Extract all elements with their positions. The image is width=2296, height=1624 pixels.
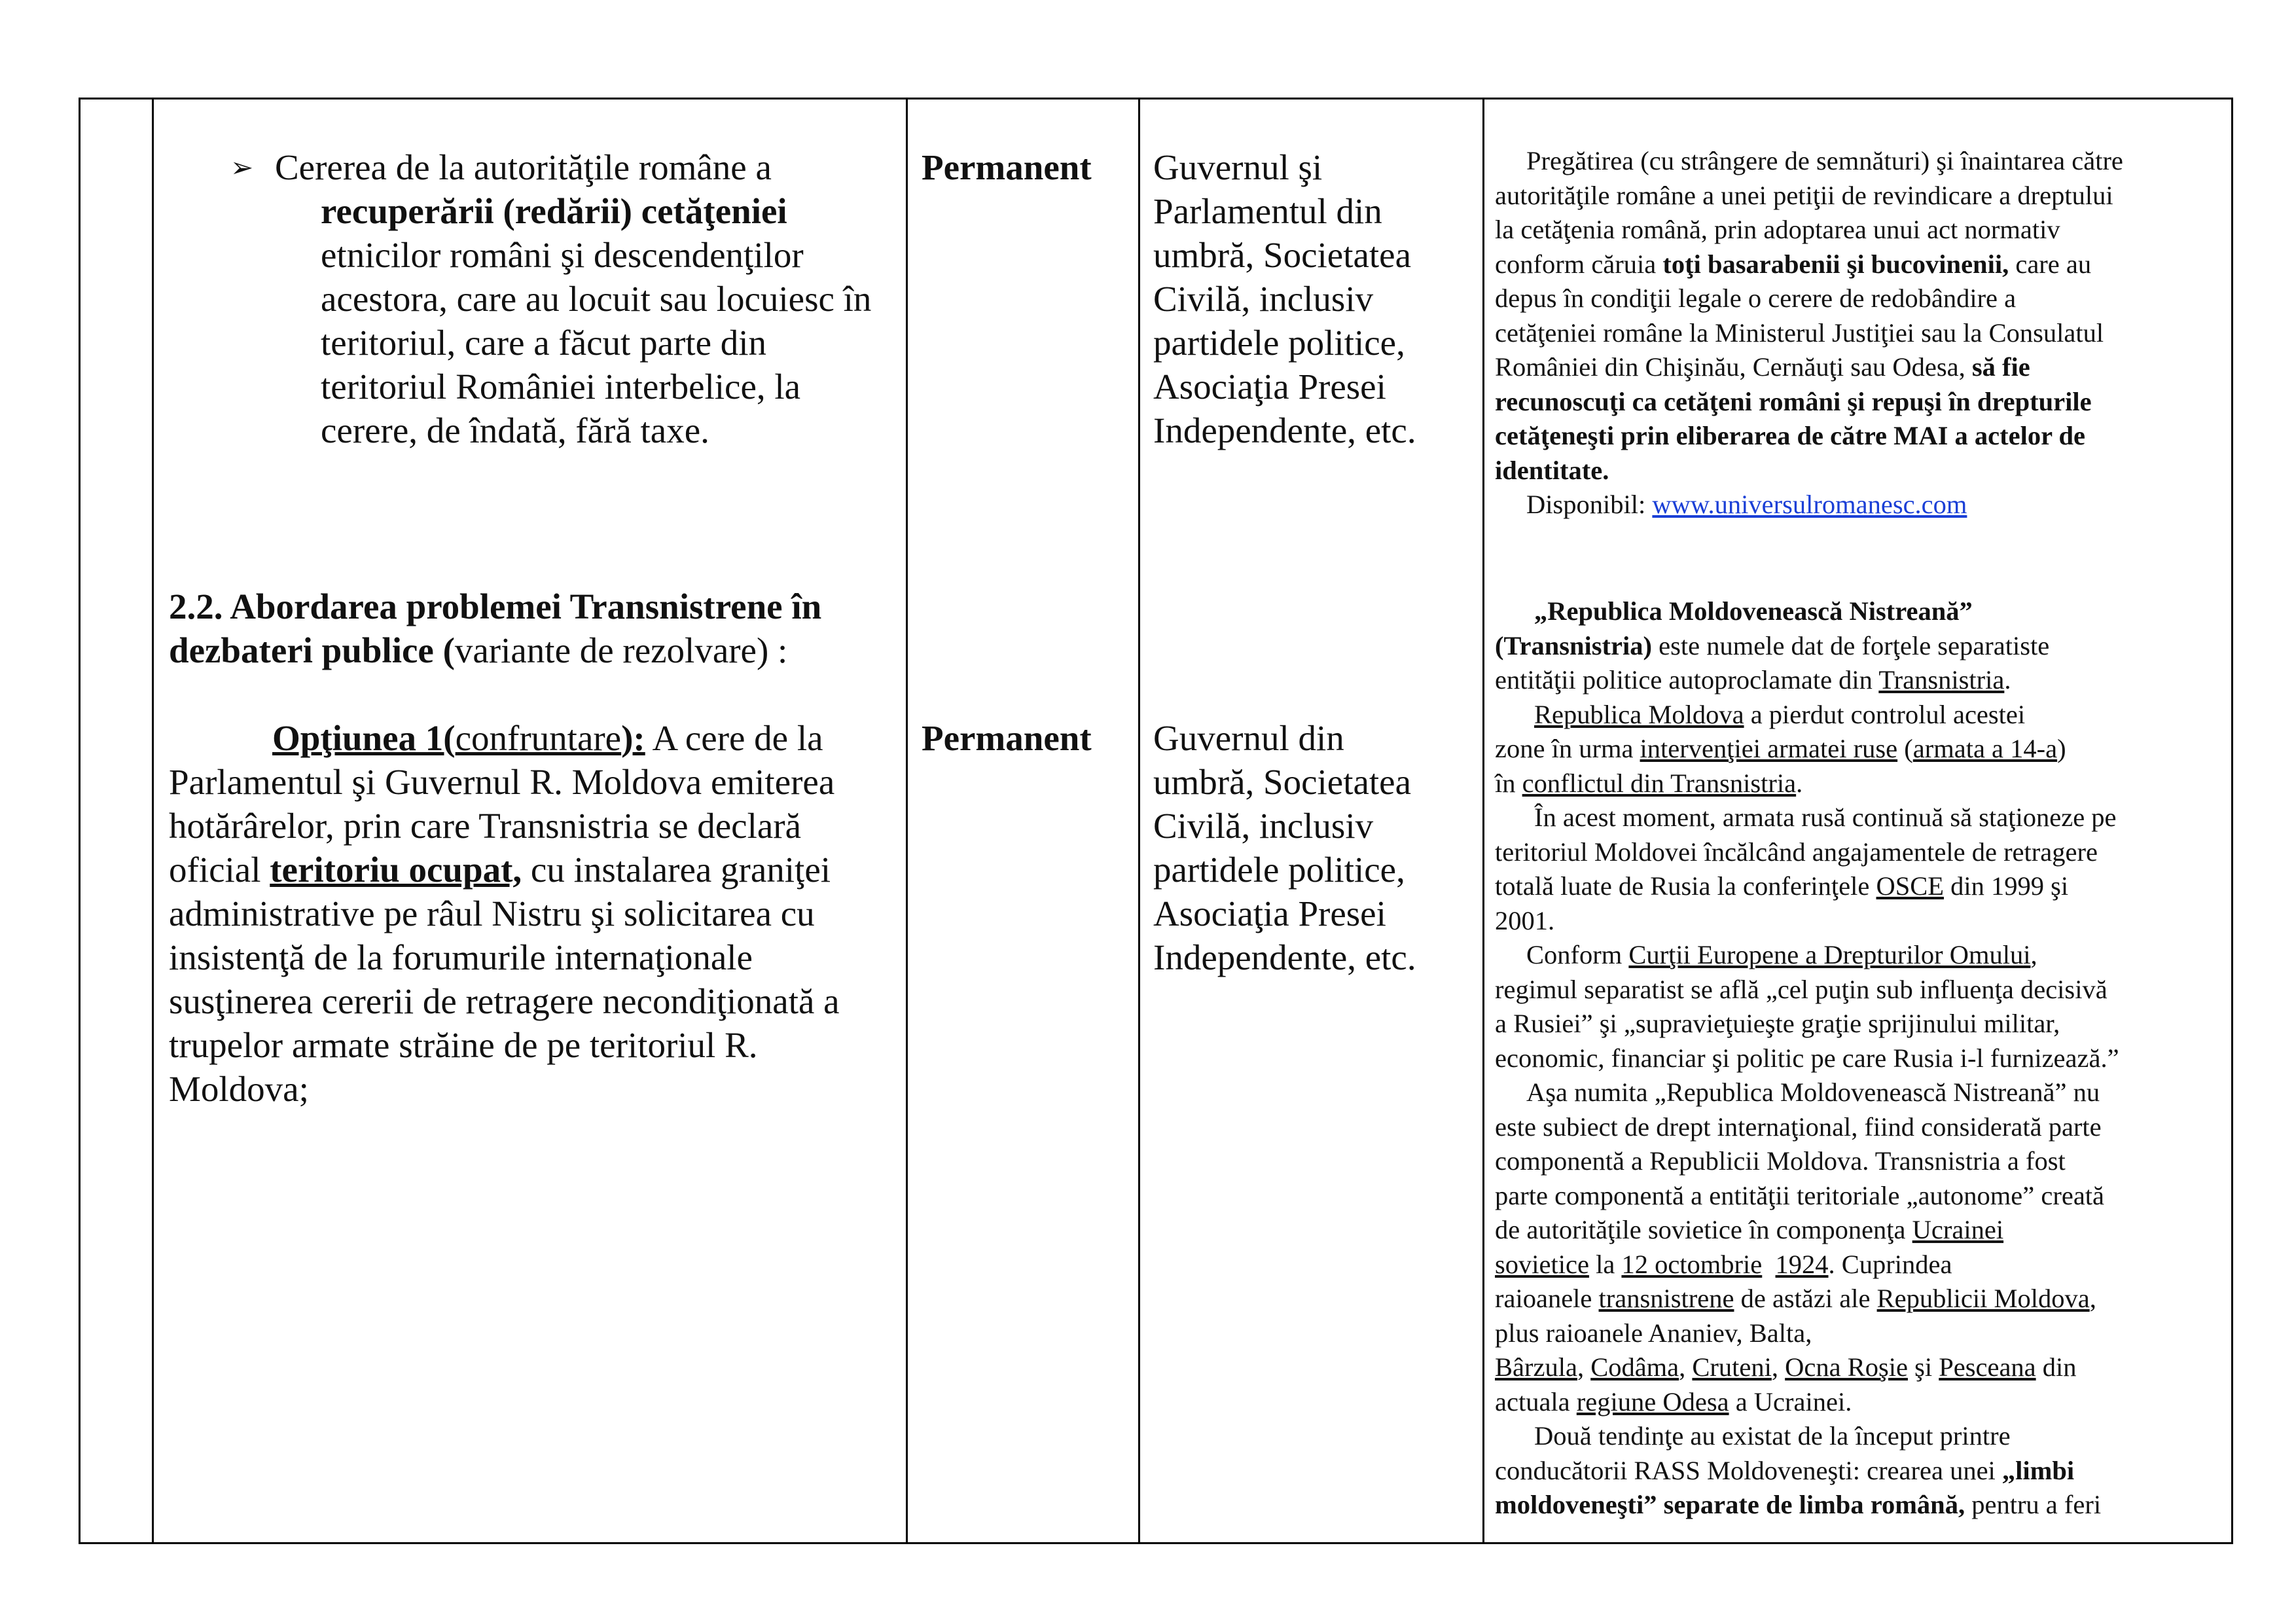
table-column-divider bbox=[906, 98, 908, 1544]
term-cell: Permanent bbox=[922, 147, 1092, 187]
action-text: Cererea de la autorităţile române a recuperării (redării) cetăţeniei etnicilor români şi descendenţilor acestora, care au locuit sau locuiesc în teritoriul, care a făcut parte din teritoriul României interbelice, la cerere, de îndată, fără taxe. bbox=[275, 147, 872, 450]
responsible-cell: Guvernul şi Parlamentul din umbră, Societatea Civilă, inclusiv partidele politice, Asociaţia Presei Independente, etc. bbox=[1153, 147, 1416, 450]
section-2-2-cell: 2.2. Abordarea problemei Transnistrene în dezbateri publice (variante de rezolvare) : Opţiunea 1(confruntare): A cere de la Parlamentul şi Guvernul R. Moldova emiterea hotărârelor, prin care Transnistria se declară oficial teritoriu ocupat, cu instalarea graniţei administrative pe râul Nistru şi solicitarea cu insistenţă de la forumurile internaţionale susţinerea cererii de retragere necondiţionată a trupelor armate străine de pe teritoriul R. Moldova; bbox=[169, 585, 899, 1111]
term-cell: Permanent bbox=[922, 718, 1092, 758]
section-heading: 2.2. Abordarea problemei Transnistrene în bbox=[169, 586, 822, 626]
table-column-divider bbox=[1138, 98, 1140, 1544]
option-1-title: Opţiunea 1(confruntare): A cere de la bbox=[272, 718, 823, 758]
availability-line: Disponibil: www.universulromanesc.com bbox=[1526, 490, 1967, 519]
table-border-left bbox=[79, 98, 81, 1544]
source-link[interactable]: www.universulromanesc.com bbox=[1652, 490, 1967, 519]
notes-cell: Pregătirea (cu strângere de semnături) şi înaintarea către autorităţile române a unei petiţii de revindicare a dreptului la cetăţenia română, prin adoptarea unui act normativ conform căruia toţi basarabenii şi bucovinenii, care au depus în condiţii legale o cerere de redobândire a cetăţeniei române la Ministerul Justiţiei sau la Consulatul României din Chişinău, Cernăuţi sau Odesa, să fie recunoscuţi ca cetăţeni români şi repuşi în drepturile cetăţeneşti prin eliberarea de către MAI a actelor de identitate. Disponibil: www.universulromanesc.com bbox=[1495, 144, 2228, 522]
table-column-divider bbox=[152, 98, 154, 1544]
notes-cell: „Republica Moldovenească Nistreană” (Transnistria) este numele dat de forţele separatiste entităţii politice autoproclamate din Transnistria. Republica Moldova a pierdut controlul acestei zone în urma intervenţiei armatei ruse (armata a 14-a) în conflictul din Transnistria. În acest moment, armata rusă continuă să staţioneze pe teritoriul Moldovei încălcând angajamentele de retragere totală luate de Rusia la conferinţele OSCE din 1999 şi 2001. Conform Curţii Europene a Drepturilor Omului, regimul separatist se află „cel puţin sub influenţa decisivă a Rusiei” şi „supravieţuieşte graţie sprijinului militar, economic, financiar şi politic pe care Rusia i-l furnizează.” Aşa numita „Republica Moldovenească Nistreană” nu este subiect de drept internaţional, fiind considerată parte componentă a Republicii Moldova. Transnistria a fost parte componentă a entităţii teritoriale „autonome” creată de autorităţile sovietice în componenţa Ucrainei sovietice la 12 octombrie 1924. Cuprindea raioanele transnistrene de astăzi ale Republicii Moldova, plus raioanele Ananiev, Balta, Bârzula, Codâma, Cruteni, Ocna Roşie şi Pesceana din actuala regiune Odesa a Ucrainei. Două tendinţe au existat de la început printre conducătorii RASS Moldoveneşti: crearea unei „limbi moldoveneşti” separate de limba română, pentru a feri bbox=[1495, 596, 2119, 1519]
table-border-right bbox=[2231, 98, 2233, 1544]
responsible-cell: Guvernul din umbră, Societatea Civilă, inclusiv partidele politice, Asociaţia Presei Independente, etc. bbox=[1153, 718, 1416, 977]
table-column-divider bbox=[1482, 98, 1484, 1544]
arrow-bullet-icon: ➢ bbox=[230, 151, 254, 183]
